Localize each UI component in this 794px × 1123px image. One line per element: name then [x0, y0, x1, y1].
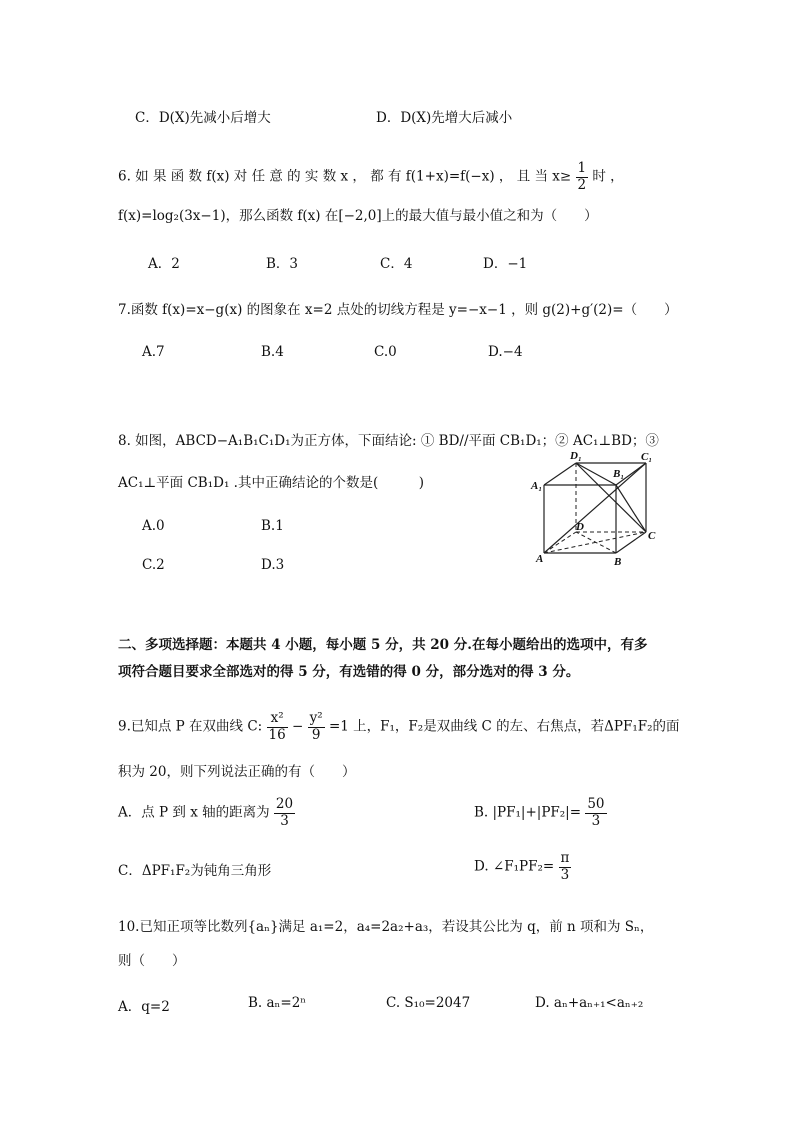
hidden-diag-B-D — [576, 532, 616, 553]
q9-stem-line2: 积为 20，则下列说法正确的有（ ） — [118, 764, 356, 780]
q6-half-numerator: 1 — [577, 160, 587, 176]
edge-D1-B1 — [576, 463, 616, 485]
q6-stem-line1 — [118, 162, 624, 192]
q9-minus: − — [292, 718, 304, 735]
q9-option-d — [474, 852, 571, 882]
q7-option-a: A.7 — [142, 344, 165, 360]
label-C: C — [648, 530, 656, 542]
q7-stem: 7.函数 f(x)=x−g(x) 的图象在 x=2 点处的切线方程是 y=−x−1 ，则 g(2)+g′(2)=（ ） — [118, 302, 678, 318]
q9-fraction-x — [267, 712, 288, 742]
q9-option-d-text: D. ∠F₁PF₂= — [474, 858, 555, 875]
q9-option-c: C．ΔPF₁F₂为钝角三角形 — [118, 863, 272, 879]
q9-stem-pre: 9.已知点 P 在双曲线 C: — [118, 718, 263, 735]
q8-option-b: B.1 — [261, 518, 284, 534]
label-D1: D₁ — [570, 450, 582, 462]
label-A1: A₁ — [531, 480, 543, 492]
q9-b-numerator: 50 — [587, 796, 605, 812]
q8-stem-line1: 8. 如图，ABCD−A₁B₁C₁D₁为正方体，下面结论: ① BD//平面 CB₁D₁；② AC₁⊥BD；③ — [118, 433, 659, 449]
q10-option-b: B. aₙ=2ⁿ — [248, 995, 307, 1011]
q8-option-a: A.0 — [142, 518, 165, 534]
q6-stem-line2: f(x)=log₂(3x−1)，那么函数 f(x) 在[−2,0]上的最大值与最小值之和为（ ） — [118, 208, 598, 224]
q9-option-d-fraction — [559, 852, 572, 882]
label-C1: C₁ — [641, 451, 653, 463]
q5-option-d: D．D(X)先增大后减小 — [376, 110, 513, 126]
q10-option-a: A．q=2 — [118, 999, 170, 1015]
diag-D1-C — [576, 463, 646, 532]
section2-instructions-line2: 项符合题目要求全部选对的得 5 分，有选错的得 0 分，部分选对的得 3 分。 — [118, 664, 580, 680]
q10-stem-line1: 10.已知正项等比数列{aₙ}满足 a₁=2，a₄=2a₂+a₃，若设其公比为 q，前 n 项和为 Sₙ， — [118, 919, 654, 935]
q6-option-c: C．4 — [380, 256, 413, 272]
q6-option-a: A．2 — [148, 256, 180, 272]
edge-A1-D1 — [544, 463, 576, 485]
q9-y-denominator: 9 — [311, 726, 321, 743]
q6-half-denominator: 2 — [577, 176, 587, 193]
q7-option-d: D.−4 — [488, 344, 523, 360]
label-B1: B₁ — [613, 468, 625, 480]
q5-option-c: C．D(X)先减小后增大 — [135, 110, 271, 126]
cube-figure — [530, 450, 660, 570]
section2-instructions-line1: 二、多项选择题：本题共 4 小题，每小题 5 分，共 20 分.在每小题给出的选项中，有多 — [118, 637, 648, 653]
q8-stem-line2: AC₁⊥平面 CB₁D₁ .其中正确结论的个数是( ) — [118, 475, 424, 491]
q8-option-c: C.2 — [142, 557, 165, 573]
q10-option-d: D. aₙ+aₙ₊₁<aₙ₊₂ — [535, 995, 644, 1011]
q9-option-a-text: A．点 P 到 x 轴的距离为 — [118, 804, 270, 821]
label-A: A — [536, 553, 544, 565]
edge-B-C — [616, 532, 646, 553]
q8-option-d: D.3 — [261, 557, 285, 573]
q7-option-b: B.4 — [261, 344, 284, 360]
q9-x-numerator: x² — [267, 712, 288, 728]
q9-option-b — [474, 798, 607, 828]
q9-option-a-fraction — [274, 798, 295, 828]
q9-option-b-text: B. |PF₁|+|PF₂|= — [474, 804, 582, 821]
label-B: B — [614, 556, 622, 568]
q9-a-denominator: 3 — [280, 812, 289, 829]
q6-stem-part1: 6. 如 果 函 数 f(x) 对 任 意 的 实 数 x ， 都 有 f(1+x)=f(−x) ， 且 当 x≥ — [118, 168, 572, 185]
q9-stem-post: =1 上，F₁，F₂是双曲线 C 的左、右焦点，若ΔPF₁F₂的面 — [328, 718, 680, 735]
q9-option-a — [118, 798, 295, 828]
q9-a-numerator: 20 — [275, 796, 294, 812]
q9-b-denominator: 3 — [591, 812, 601, 829]
q10-stem-line2: 则（ ） — [118, 953, 186, 969]
q9-d-numerator: π — [560, 850, 570, 866]
q6-option-d: D．−1 — [483, 256, 528, 272]
q6-option-b: B．3 — [266, 256, 299, 272]
edge-B1-C — [616, 485, 646, 532]
q9-option-b-fraction — [585, 798, 606, 828]
q6-fraction-half — [576, 162, 589, 192]
q9-fraction-y — [308, 712, 325, 742]
q7-option-c: C.0 — [374, 344, 397, 360]
label-D: D — [576, 521, 584, 533]
q9-stem-line1 — [118, 712, 680, 742]
q10-option-c: C. S₁₀=2047 — [386, 995, 471, 1011]
q6-stem-part2: 时 ， — [592, 168, 624, 185]
q9-d-denominator: 3 — [560, 866, 570, 883]
q9-x-denominator: 16 — [268, 726, 286, 743]
q9-y-numerator: y² — [309, 710, 323, 726]
